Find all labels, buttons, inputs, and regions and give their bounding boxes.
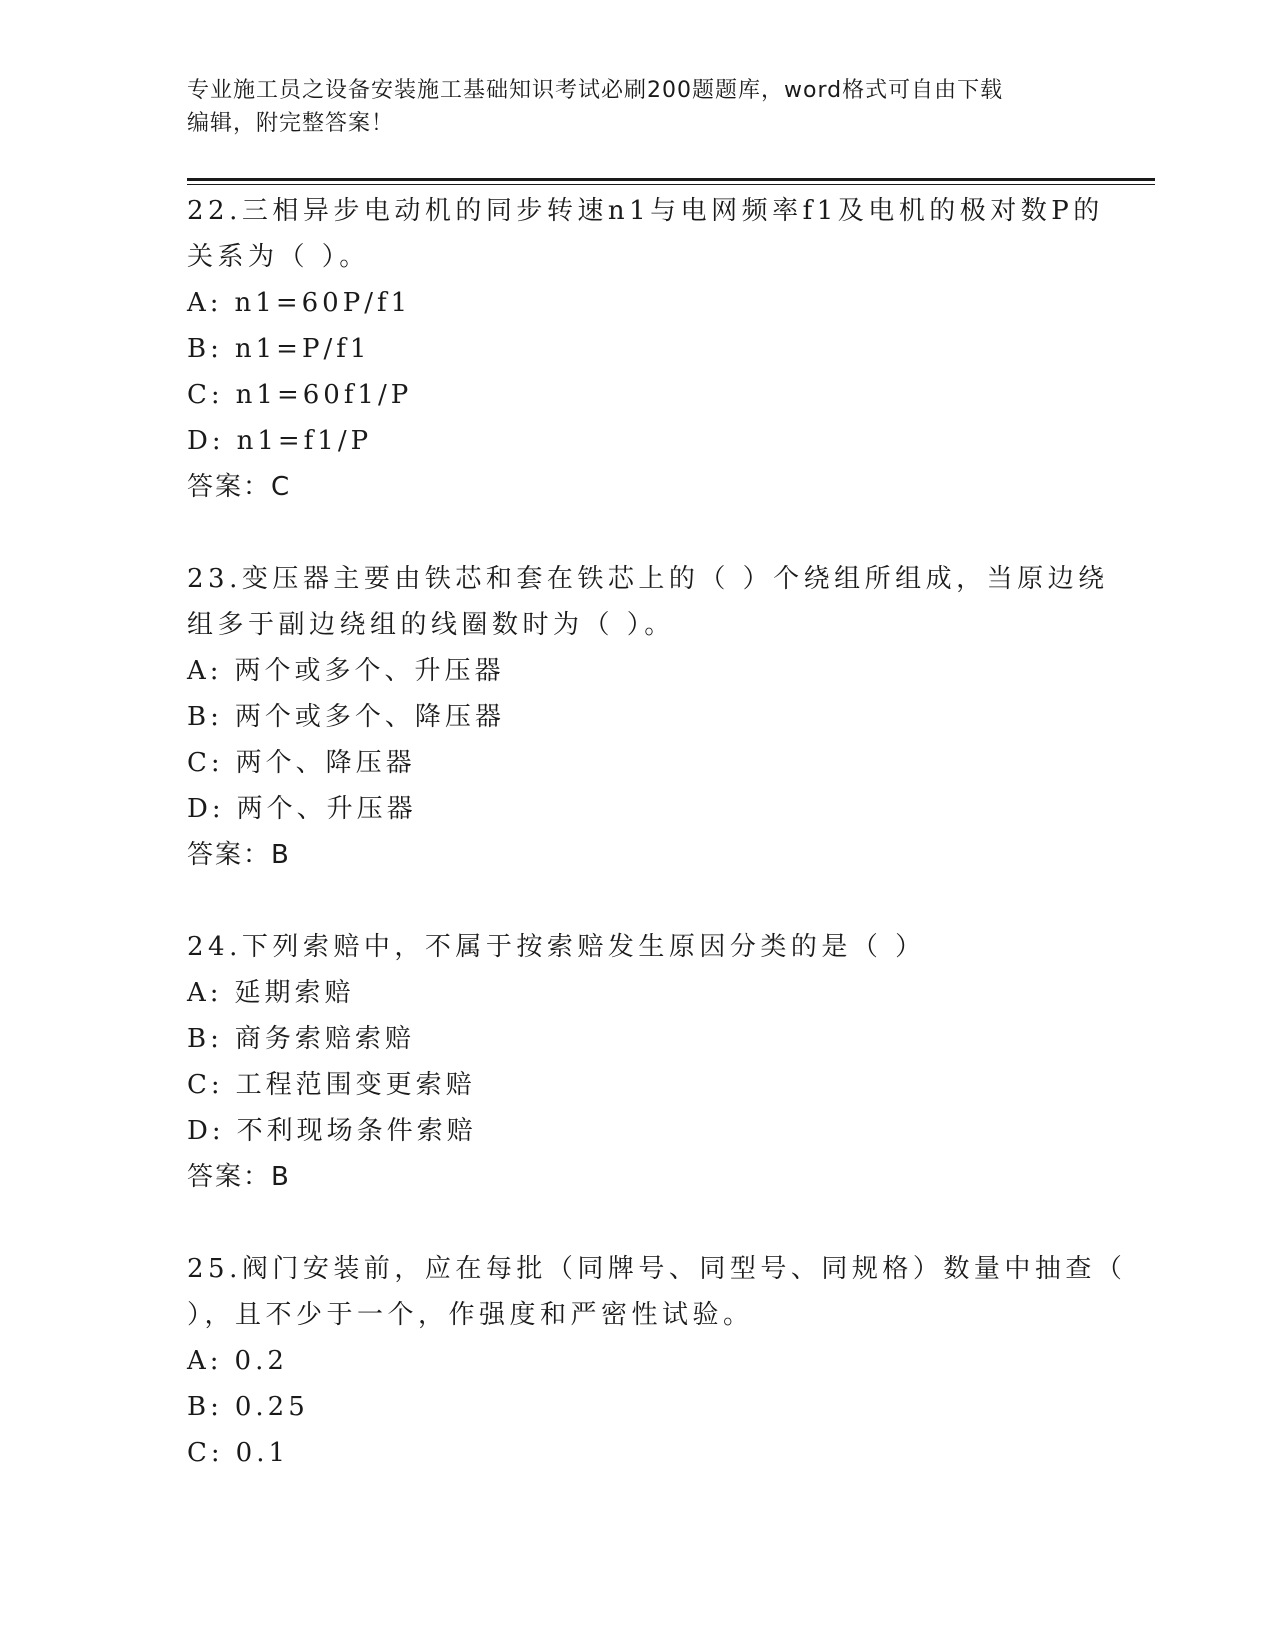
option-label: A: [187, 288, 223, 318]
option-text: 两个或多个、降压器 [234, 702, 505, 732]
option-b [187, 1384, 1087, 1430]
stem-line: 组多于副边绕组的线圈数时为（ ）。 [187, 610, 675, 640]
header-line-2: 编辑，附完整答案！ [187, 111, 395, 136]
document-header [187, 74, 1087, 140]
option-text: n1=60P/f1 [234, 288, 412, 318]
option-b [187, 326, 1087, 372]
option-text: 商务索赔索赔 [234, 1024, 415, 1054]
question-stem [187, 924, 1087, 970]
option-a [187, 970, 1087, 1016]
option-label: A: [187, 1346, 223, 1376]
option-c [187, 740, 1087, 786]
question-stem [187, 556, 1109, 648]
option-a [187, 1338, 1087, 1384]
option-label: B: [187, 1024, 223, 1054]
answer-line: 答案：B [187, 840, 291, 870]
option-text: n1=60f1/P [235, 380, 413, 410]
option-label: C: [187, 748, 224, 778]
stem-line: ），且不少于一个，作强度和严密性试验。 [187, 1300, 754, 1330]
option-b [187, 1016, 1087, 1062]
option-b [187, 694, 1087, 740]
option-a [187, 280, 1087, 326]
option-label: D: [187, 1116, 225, 1146]
option-text: n1=f1/P [236, 426, 373, 456]
option-label: D: [187, 794, 225, 824]
header-divider-thick [187, 178, 1155, 181]
option-text: 不利现场条件索赔 [236, 1116, 477, 1146]
stem-line: 25.阀门安装前，应在每批（同牌号、同型号、同规格）数量中抽查（ [187, 1254, 1127, 1284]
option-label: A: [187, 656, 223, 686]
header-divider-thin [187, 184, 1155, 185]
question-stem [187, 188, 1104, 280]
answer-line: 答案：B [187, 1162, 291, 1192]
stem-line: 24.下列索赔中，不属于按索赔发生原因分类的是（ ） [187, 932, 926, 962]
option-label: A: [187, 978, 223, 1008]
option-label: B: [187, 1392, 223, 1422]
option-c [187, 1430, 1087, 1476]
option-text: 0.2 [234, 1346, 288, 1376]
option-label: C: [187, 380, 224, 410]
option-c [187, 1062, 1087, 1108]
question-23 [187, 556, 1109, 878]
question-22 [187, 188, 1104, 510]
stem-line: 23.变压器主要由铁芯和套在铁芯上的（ ）个绕组所组成，当原边绕 [187, 564, 1109, 594]
option-label: C: [187, 1438, 224, 1468]
option-a [187, 648, 1087, 694]
option-text: 工程范围变更索赔 [235, 1070, 476, 1100]
option-text: 0.25 [234, 1392, 309, 1422]
option-c [187, 372, 1087, 418]
stem-line: 22.三相异步电动机的同步转速n1与电网频率f1及电机的极对数P的 [187, 196, 1104, 226]
option-text: n1=P/f1 [234, 334, 371, 364]
option-d [187, 786, 1087, 832]
option-text: 两个、升压器 [236, 794, 417, 824]
question-25 [187, 1246, 1127, 1476]
option-text: 两个或多个、升压器 [234, 656, 505, 686]
option-label: B: [187, 702, 223, 732]
option-label: D: [187, 426, 225, 456]
answer-line: 答案：C [187, 472, 292, 502]
option-d [187, 1108, 1087, 1154]
option-label: B: [187, 334, 223, 364]
question-24 [187, 924, 1087, 1200]
option-label: C: [187, 1070, 224, 1100]
option-text: 0.1 [235, 1438, 290, 1468]
option-text: 延期索赔 [234, 978, 355, 1008]
option-text: 两个、降压器 [235, 748, 416, 778]
question-stem [187, 1246, 1127, 1338]
header-line-1: 专业施工员之设备安装施工基础知识考试必刷200题题库，word格式可自由下载 [187, 78, 1004, 103]
option-d [187, 418, 1087, 464]
stem-line: 关系为（ ）。 [187, 242, 370, 272]
